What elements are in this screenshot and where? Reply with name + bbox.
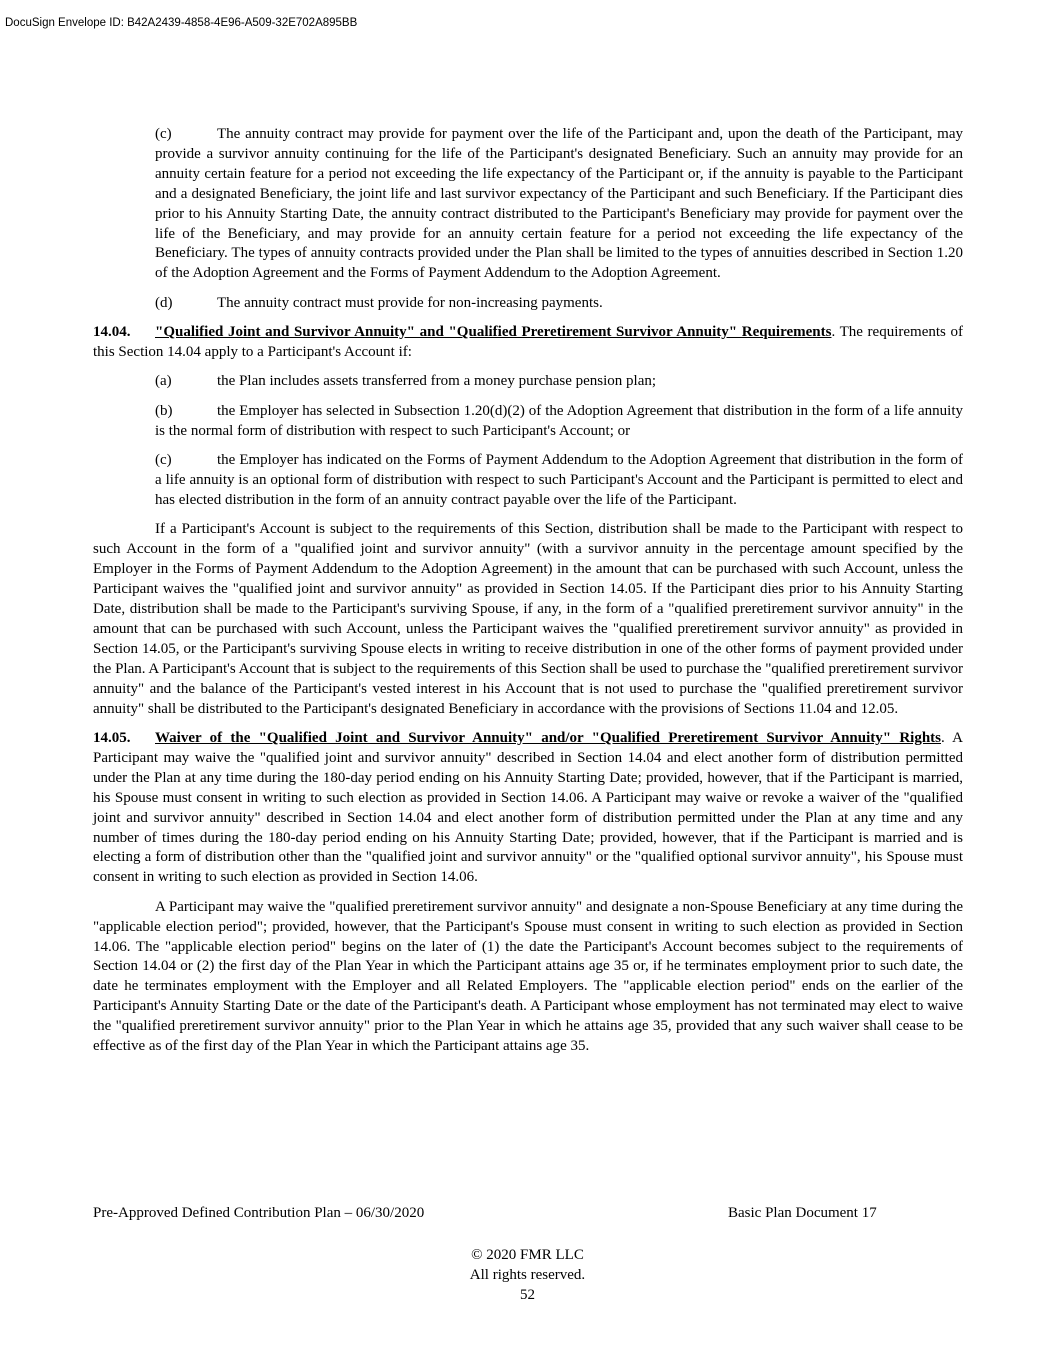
section-1404-item-a bbox=[155, 372, 963, 392]
section-1404-item-a-text: the Plan includes assets transferred from a money purchase pension plan; bbox=[217, 373, 657, 390]
document-body bbox=[93, 125, 963, 1066]
item-c-label: (c) bbox=[155, 126, 172, 142]
section-1405-body: A Participant may waive the "qualified preretirement survivor annuity" and designate a non-Spouse Beneficiary at any time during the "applicable election period"; provided, however, that the Participant's Spouse must consent in writing to such election as provided in Section 14.06. The "applicable election period" begins on the later of (1) the date the Participant's Account becomes subject to the requirements of Section 14.04 or (2) the first day of the Plan Year in which the Participant attains age 35 or, if he terminates employment prior to such date, the date he terminates employment with the Employer and all Related Employers. The "applicable election period" ends on the earlier of the Participant's Annuity Starting Date or the date of the Participant's death. A Participant whose employment has not terminated may elect to waive the "qualified preretirement survivor annuity" prior to the Plan Year in which he attains age 35, provided that any such waiver shall cease to be effective as of the first day of the Plan Year in which the Participant attains age 35. bbox=[93, 898, 963, 1055]
section-1404-title: "Qualified Joint and Survivor Annuity" and "Qualified Preretirement Survivor Annuity" Requirements bbox=[155, 324, 832, 341]
item-d-text: The annuity contract must provide for non-increasing payments. bbox=[217, 294, 603, 311]
section-1404-item-c-label: (c) bbox=[155, 452, 172, 469]
section-1404-item-c bbox=[155, 451, 963, 511]
item-c bbox=[155, 125, 963, 284]
section-1404-number: 14.04. bbox=[93, 324, 131, 341]
section-1404-item-a-label: (a) bbox=[155, 373, 172, 390]
footer-center bbox=[0, 1245, 1055, 1305]
section-1405-intro: . A Participant may waive the "qualified joint and survivor annuity" described in Section 14.04 and elect another form of distribution permitted under the Plan at any time during the 180-day period ending on his Annuity Starting Date; provided, however, that if the Participant is married, his Spouse must consent in writing to such election as provided in Section 14.06. A Participant may waive or revoke a waiver of the "qualified joint and survivor annuity" described in Section 14.04 and elect another form of distribution permitted under the Plan at any time and any number of times during the 180-day period ending on his Annuity Starting Date; provided, however, that if the Participant is married and is electing a form of distribution other than the "qualified joint and survivor annuity" or the "qualified optional survivor annuity", his Spouse must consent in writing to such election as provided in Section 14.06. bbox=[93, 729, 963, 886]
section-1404-body: If a Participant's Account is subject to the requirements of this Section, distribution shall be made to the Participant with respect to such Account in the form of a "qualified joint and survivor annuity" (with a survivor annuity in the percentage amount specified by the Employer in the Forms of Payment Addendum to the Adoption Agreement) in the amount that can be purchased with such Account, unless the Participant waives the "qualified joint and survivor annuity" as provided in Section 14.05. If the Participant dies prior to his Annuity Starting Date, distribution shall be made to the Participant's surviving Spouse, if any, in the form of a "qualified preretirement survivor annuity" in the amount that can be purchased with such Account, unless the Participant waives the "qualified preretirement survivor annuity" as provided in Section 14.05, or the Participant's surviving Spouse elects in writing to receive distribution in one of the other forms of payment provided under the Plan. A Participant's Account that is subject to the requirements of this Section shall be used to purchase the "qualified preretirement survivor annuity" and the balance of the Participant's vested interest in his Account that is not used to purchase the "qualified preretirement survivor annuity" shall be distributed to the Participant's designated Beneficiary in accordance with the provisions of Sections 11.04 and 12.05. bbox=[93, 521, 963, 717]
footer-document-label: Basic Plan Document 17 bbox=[728, 1205, 877, 1221]
section-1404-heading bbox=[93, 323, 963, 363]
section-1404-item-c-text: the Employer has indicated on the Forms of Payment Addendum to the Adoption Agreement that distribution in the form of a life annuity is an optional form of distribution with respect to such Participant's Account and the Participant is permitted to elect and has elected distribution in the form of an annuity contract payable over the life of the Participant. bbox=[155, 452, 963, 508]
section-1405-heading bbox=[93, 729, 963, 888]
footer-page-number: 52 bbox=[520, 1287, 535, 1303]
section-1404-intro: . The requirements of this Section 14.04 apply to a Participant's Account if: bbox=[93, 324, 963, 361]
footer-rights: All rights reserved. bbox=[469, 1267, 586, 1283]
item-d bbox=[155, 294, 963, 314]
section-1404-item-b-text: the Employer has selected in Subsection 1.20(d)(2) of the Adoption Agreement that distribution in the form of a life annuity is the normal form of distribution with respect to such Participant's Account; or bbox=[155, 402, 963, 439]
footer-plan-name: Pre-Approved Defined Contribution Plan – 06/30/2020 bbox=[93, 1205, 425, 1221]
footer-copyright: © 2020 FMR LLC bbox=[471, 1247, 584, 1263]
item-d-label: (d) bbox=[155, 294, 173, 311]
section-1404-item-b-label: (b) bbox=[155, 402, 173, 419]
item-c-text: The annuity contract may provide for payment over the life of the Participant and, upon the death of the Participant, may provide a survivor annuity continuing for the life of the Participant's designated Beneficiary. Such an annuity may provide for an annuity certain feature for a period not exceeding the life expectancy of the Participant or, if the annuity is payable to the Participant and a designated Beneficiary, the joint life and last survivor expectancy of the Participant and such Beneficiary. If the Participant dies prior to his Annuity Starting Date, the annuity contract distributed to the Participant's Beneficiary may provide for payment over the life of the Beneficiary, and may provide for an annuity certain feature for a period not exceeding the life expectancy of the Beneficiary. The types of annuity contracts provided under the Plan shall be limited to the types of annuities described in Section 1.20 of the Adoption Agreement and the Forms of Payment Addendum to the Adoption Agreement. bbox=[155, 126, 963, 282]
section-1405-number: 14.05. bbox=[93, 729, 131, 746]
section-1405-title: Waiver of the "Qualified Joint and Survivor Annuity" and/or "Qualified Preretirement Survivor Annuity" Rights bbox=[155, 729, 941, 746]
docusign-envelope-id: DocuSign Envelope ID: B42A2439-4858-4E96-A509-32E702A895BB bbox=[5, 17, 358, 29]
section-1404-item-b bbox=[155, 402, 963, 442]
